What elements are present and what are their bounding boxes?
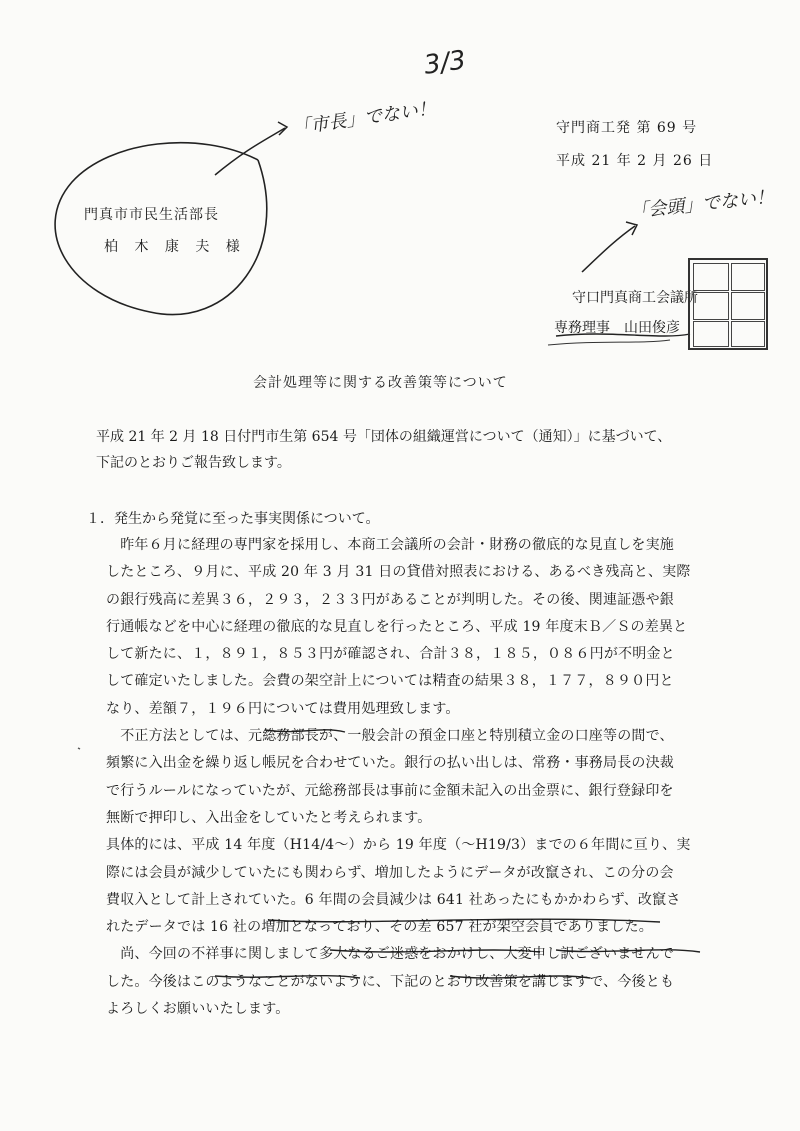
arrow-stroke-chairman <box>582 226 635 272</box>
body-line: 無断で押印し、入出金をしていたと考えられます。 <box>106 809 432 826</box>
body-line: で行うルールになっていたが、元総務部長は事前に金額未記入の出金票に、銀行登録印を <box>106 782 674 799</box>
handwritten-top-note: 3/3 <box>422 45 468 81</box>
intro-line: 平成 21 年 2 月 18 日付門市生第 654 号「団体の組織運営について（通知）」に基づいて、 <box>96 429 672 445</box>
body-line: の銀行残高に差異３６，２９３，２３３円があることが判明した。その後、関連証憑や銀 <box>106 591 674 608</box>
document-title: 会計処理等に関する改善策等について <box>253 375 508 391</box>
body-line: した。今後はこのようなことがないように、下記のとおり改善策を講じますで、今後とも <box>106 973 675 990</box>
sender-organization: 守口門真商工会議所 <box>572 290 698 306</box>
body-line: して新たに、１，８９１，８５３円が確認され、合計３８，１８５，０８６円が不明金と <box>106 646 675 663</box>
arrow-head-mayor <box>278 122 287 135</box>
document-date: 平成 21 年 2 月 26 日 <box>556 153 714 169</box>
body-line: なり、差額７，１９６円については費用処理致します。 <box>106 700 460 717</box>
body-line: 費収入として計上されていた。6 年間の会員減少は 641 社あったにもかかわらず、改竄さ <box>106 891 681 908</box>
body-line: 不正方法としては、元総務部長が、一般会計の預金口座と特別積立金の口座等の間で、 <box>106 728 674 745</box>
intro-line: 下記のとおりご報告致します。 <box>96 455 291 471</box>
addressee-department: 門真市市民生活部長 <box>84 207 219 223</box>
body-line: 昨年６月に経理の専門家を採用し、本商工会議所の会計・財務の徹底的な見直しを実施 <box>106 537 674 553</box>
sender-underline-2 <box>548 340 670 345</box>
stray-dot <box>78 748 80 749</box>
body-text <box>106 532 746 1023</box>
body-line: して確定いたしました。会費の架空計上については精査の結果３８，１７７，８９０円と <box>106 673 674 690</box>
sender-title-name: 専務理事 山田俊彦 <box>554 320 680 336</box>
body-line: 行通帳などを中心に経理の徹底的な見直しを行ったところ、平成 19 年度末Ｂ／Ｓの差異と <box>106 618 688 635</box>
section-heading: １．発生から発覚に至った事実関係について。 <box>86 511 380 527</box>
intro-paragraph <box>96 424 716 476</box>
document-number: 守門商工発 第 69 号 <box>556 120 698 136</box>
circle-annotation <box>55 143 267 315</box>
handwritten-note-mayor: 「市長」でない！ <box>291 98 437 139</box>
body-line: 頻繁に入出金を繰り返し帳尻を合わせていた。銀行の払い出しは、常務・事務局長の決裁 <box>106 755 674 772</box>
official-seal-stamp <box>688 258 768 350</box>
body-line: 具体的には、平成 14 年度（H14/4～）から 19 年度（～H19/3）までの６年間に亘り、実 <box>106 837 691 854</box>
body-line: したところ、９月に、平成 20 年 3 月 31 日の貸借対照表における、あるべき残高と、実際 <box>106 564 691 581</box>
addressee-name: 柏 木 康 夫 様 <box>104 239 246 255</box>
body-line: 尚、今回の不祥事に関しまして多大なるご迷惑をおかけし、大変申し訳ございませんで <box>106 946 674 963</box>
body-line: よろしくお願いいたします。 <box>106 1001 290 1018</box>
body-line: れたデータでは 16 社の増加となっており、その差 657 社が架空会員でありました。 <box>106 919 653 936</box>
arrow-stroke-mayor <box>215 128 285 175</box>
handwritten-note-chairman: 「会頭」でない！ <box>629 186 775 223</box>
body-line: 際には会員が減少していたにも関わらず、増加したようにデータが改竄され、この分の会 <box>106 864 674 881</box>
